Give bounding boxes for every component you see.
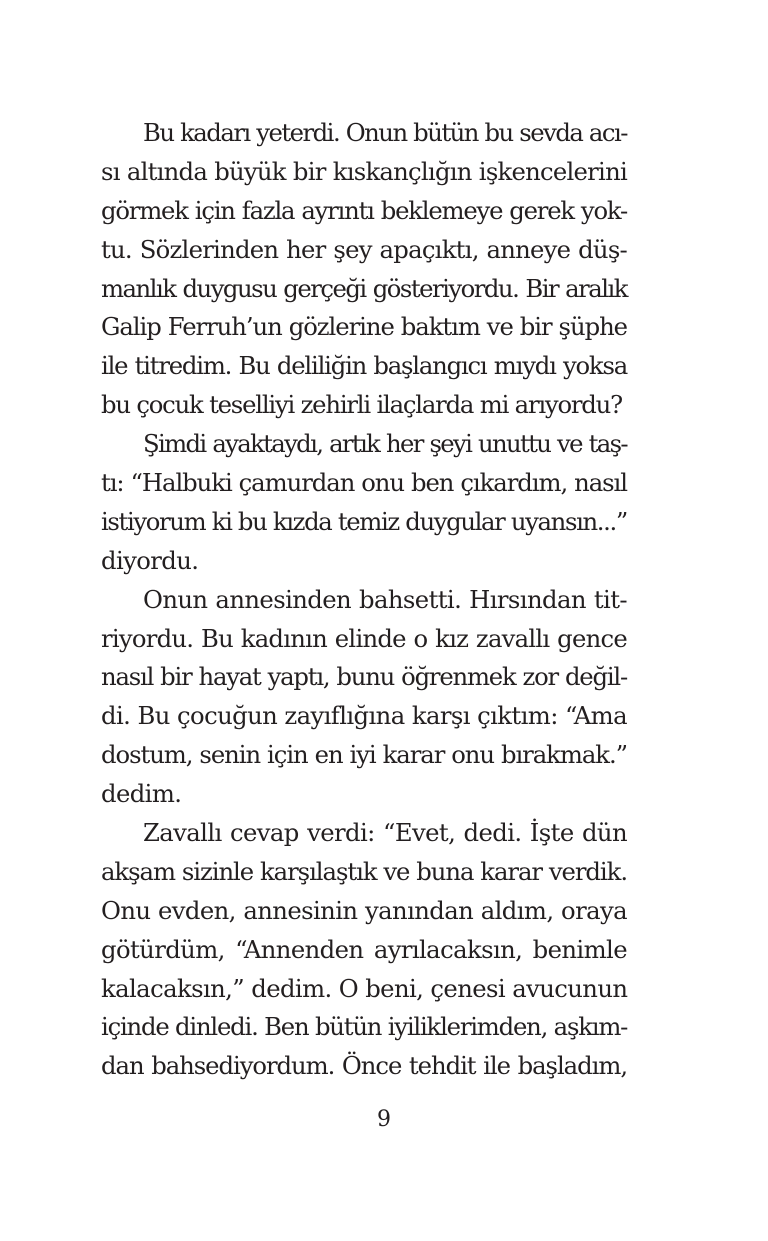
text-line: bu çocuk teselliyi zehirli ilaçlarda mi arıyordu?: [101, 390, 622, 420]
text-line: Onun annesinden bahsetti. Hırsından tit-: [143, 584, 627, 614]
text-line: Bu kadarı yeterdi. Onun bütün bu sevda acı-: [143, 118, 627, 147]
text-line: görmek için fazla ayrıntı beklemeye gerek yok-: [101, 195, 627, 225]
text-line: Onu evden, annesinin yanından aldım, oraya: [101, 895, 627, 925]
page-number: 9: [377, 1107, 391, 1132]
text-line: manlık duygusu gerçeği gösteriyordu. Bir aralık: [101, 273, 627, 303]
text-line: kalacaksın,” dedim. O beni, çenesi avucunun: [101, 973, 628, 1003]
text-line: tu. Sözlerinden her şey apaçıktı, anneye düş-: [101, 234, 627, 264]
text-line: götürdüm, “Annenden ayrılacaksın, benimle: [101, 934, 627, 964]
text-line: dedim.: [101, 779, 182, 809]
text-line: riyordu. Bu kadının elinde o kız zavallı gence: [101, 623, 627, 653]
text-line: akşam sizinle karşılaştık ve buna karar verdik.: [101, 856, 627, 886]
text-line: diyordu.: [101, 545, 199, 575]
text-line: di. Bu çocuğun zayıflığına karşı çıktım: “Ama: [101, 701, 627, 731]
text-line: dan bahsediyordum. Önce tehdit ile başladım,: [101, 1051, 627, 1081]
text-line: Zavallı cevap verdi: “Evet, dedi. İşte dün: [143, 818, 627, 848]
text-line: nasıl bir hayat yaptı, bunu öğrenmek zor değil-: [101, 662, 627, 692]
text-line: ile titredim. Bu deliliğin başlangıcı mıydı yoksa: [101, 351, 627, 381]
text-line: Galip Ferruh’un gözlerine baktım ve bir şüphe: [101, 312, 627, 342]
text-line: istiyorum ki bu kızda temiz duygular uyansın...”: [101, 506, 627, 536]
text-line: tı: “Halbuki çamurdan onu ben çıkardım, nasıl: [101, 468, 627, 498]
text-line: Şimdi ayaktaydı, artık her şeyi unuttu ve taş-: [143, 429, 627, 459]
text-line: sı altında büyük bir kıskançlığın işkencelerini: [101, 156, 627, 186]
body-text: [101, 114, 627, 1086]
text-line: dostum, senin için en iyi karar onu bırakmak.”: [101, 740, 627, 770]
text-line: içinde dinledi. Ben bütün iyiliklerimden, aşkım-: [101, 1012, 628, 1042]
